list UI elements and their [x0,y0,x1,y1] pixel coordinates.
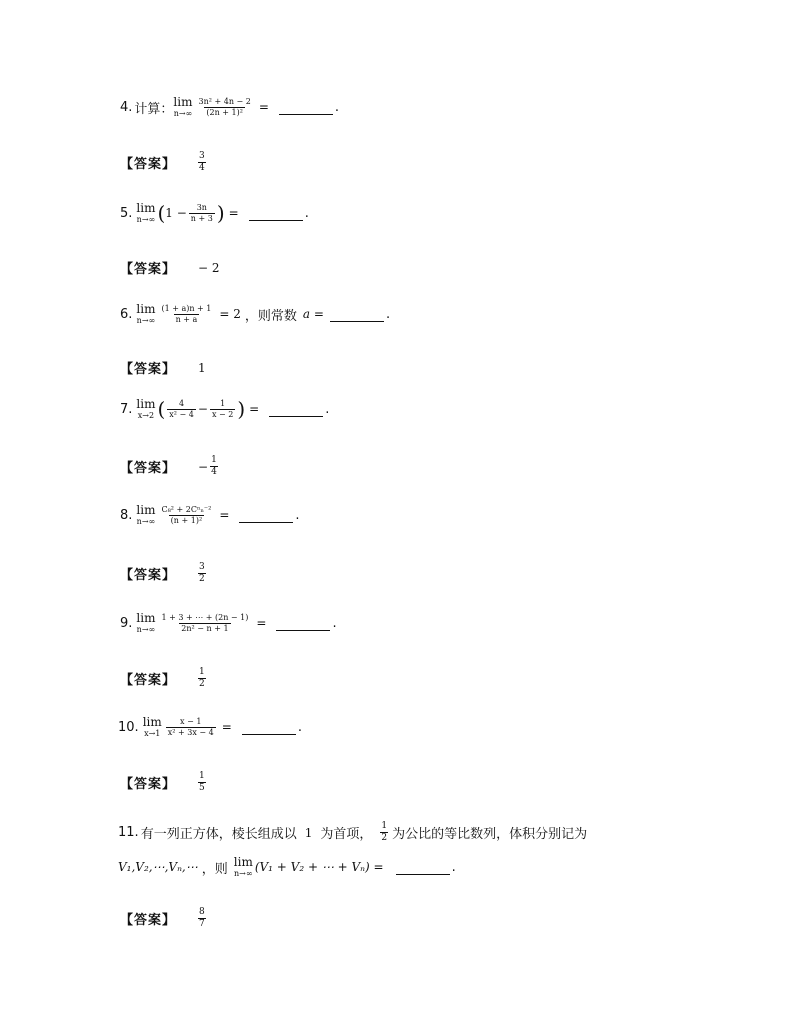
question-text: 为公比的等比数列，体积分别记为 [392,827,588,842]
volume-sum: (V₁ + V₂ + ⋯ + Vₙ) = [254,860,384,874]
question-number: 11. [118,825,139,840]
question-number: 4. [120,99,133,115]
question-number: 6. [120,306,133,322]
answer-blank [269,402,323,417]
question-6 [120,303,390,325]
equals-sign: = [221,720,232,734]
question-number: 9. [120,615,133,631]
answer-8 [120,563,206,584]
equals-sign: = [249,402,260,416]
limit-operator: lim n→∞ [173,95,193,118]
limit-fraction: $\frac{\text{3n² + 4n − 2}}{\text{(2n + 1)²}}$ [198,96,251,117]
equals-two: = 2 [219,307,241,321]
answer-value: $\frac{1}{2}$ [199,667,205,689]
inner-fraction: $\frac{3n}{n + 3}$ [190,202,213,223]
right-paren: ) [216,201,225,225]
answer-label: 【答案】 [120,362,177,377]
answer-label: 【答案】 [120,673,177,688]
period: . [385,306,391,322]
answer-label: 【答案】 [120,913,177,928]
answer-value: $\frac{3}{2}$ [199,562,205,584]
answer-blank [239,508,293,523]
answer-value: $\frac{1}{4}$ [211,455,217,477]
question-7 [120,398,329,420]
answer-label: 【答案】 [120,568,177,583]
limit-operator: lim x→2 [136,397,156,420]
answer-blank [330,307,384,322]
question-11-line-1 [118,822,587,843]
period: . [325,401,330,417]
answer-label: 【答案】 [120,461,177,476]
question-prefix: 计算： [134,101,174,117]
answer-value: 1 [198,360,206,375]
answer-7 [120,456,218,477]
second-fraction: $\frac{1}{x - 2}$ [211,398,234,419]
question-5 [120,202,309,224]
answer-blank [279,100,333,115]
answer-blank [249,206,303,221]
answer-label: 【答案】 [120,262,177,277]
answer-6 [120,358,206,377]
question-10 [118,716,302,738]
answer-label: 【答案】 [120,777,177,792]
answer-5 [120,258,220,277]
answer-10 [120,772,206,793]
equals-sign: = [219,508,230,522]
limit-fraction: $\frac{\text{C₈² + 2Cⁿₙ⁻²}}{\text{(n + 1)²}}$ [161,504,212,525]
condition-text: ，则常数 [244,308,297,324]
first-term: 1 [304,825,313,840]
answer-label: 【答案】 [120,157,177,172]
first-fraction: $\frac{4}{\text{x² − 4}}$ [169,398,194,419]
volume-sequence: V₁,V₂,⋯,Vₙ,⋯ [118,860,198,874]
answer-blank [276,616,330,631]
answer-blank [396,860,450,875]
period: . [304,205,309,221]
question-text: ，则 [201,861,228,877]
period: . [451,859,456,875]
period: . [332,615,337,631]
equals-sign: = [228,206,239,220]
question-text: 有一列正方体，棱长组成以 [140,827,297,842]
limit-operator: lim x→1 [142,715,162,738]
answer-4 [120,152,206,173]
answer-value: − 2 [198,260,220,275]
answer-9 [120,668,206,689]
question-text: 为首项， [320,827,373,842]
limit-operator: lim n→∞ [136,302,156,325]
question-11-line-2 [118,856,456,878]
equals-sign: = [256,616,267,630]
variable-a: a = [302,307,324,321]
period: . [334,99,340,115]
question-number: 7. [120,401,133,417]
answer-11 [120,908,206,929]
answer-value: $\frac{1}{5}$ [199,771,205,793]
question-4 [120,96,339,118]
right-paren: ) [237,397,246,421]
left-paren: ( [157,397,166,421]
limit-operator: lim n→∞ [136,503,156,526]
limit-fraction: $\frac{1 + 3 + \cdots + (2n - 1)}{\text{2n² − n + 1}}$ [161,612,249,633]
limit-operator: lim n→∞ [136,201,156,224]
period: . [297,719,302,735]
limit-fraction: $\frac{(1 + a)n + 1}{n + a}$ [161,303,212,324]
answer-blank [242,720,296,735]
answer-value: $\frac{8}{7}$ [199,907,205,929]
limit-operator: lim n→∞ [136,611,156,634]
question-number: 5. [120,205,133,221]
left-paren: ( [157,201,166,225]
limit-operator: lim n→∞ [233,855,253,878]
equals-sign: = [258,100,269,114]
minus-sign: − [197,402,208,416]
question-8 [120,504,300,526]
question-number: 10. [118,719,139,735]
limit-fraction: $\frac{x - 1}{\text{x² + 3x − 4}}$ [167,716,214,737]
period: . [295,507,300,523]
question-9 [120,612,337,634]
one-minus: 1 − [165,206,187,220]
common-ratio: $\frac{1}{2}$ [381,821,388,843]
answer-value: $\frac{3}{4}$ [199,151,205,173]
answer-sign: − [198,459,209,474]
question-number: 8. [120,507,133,523]
